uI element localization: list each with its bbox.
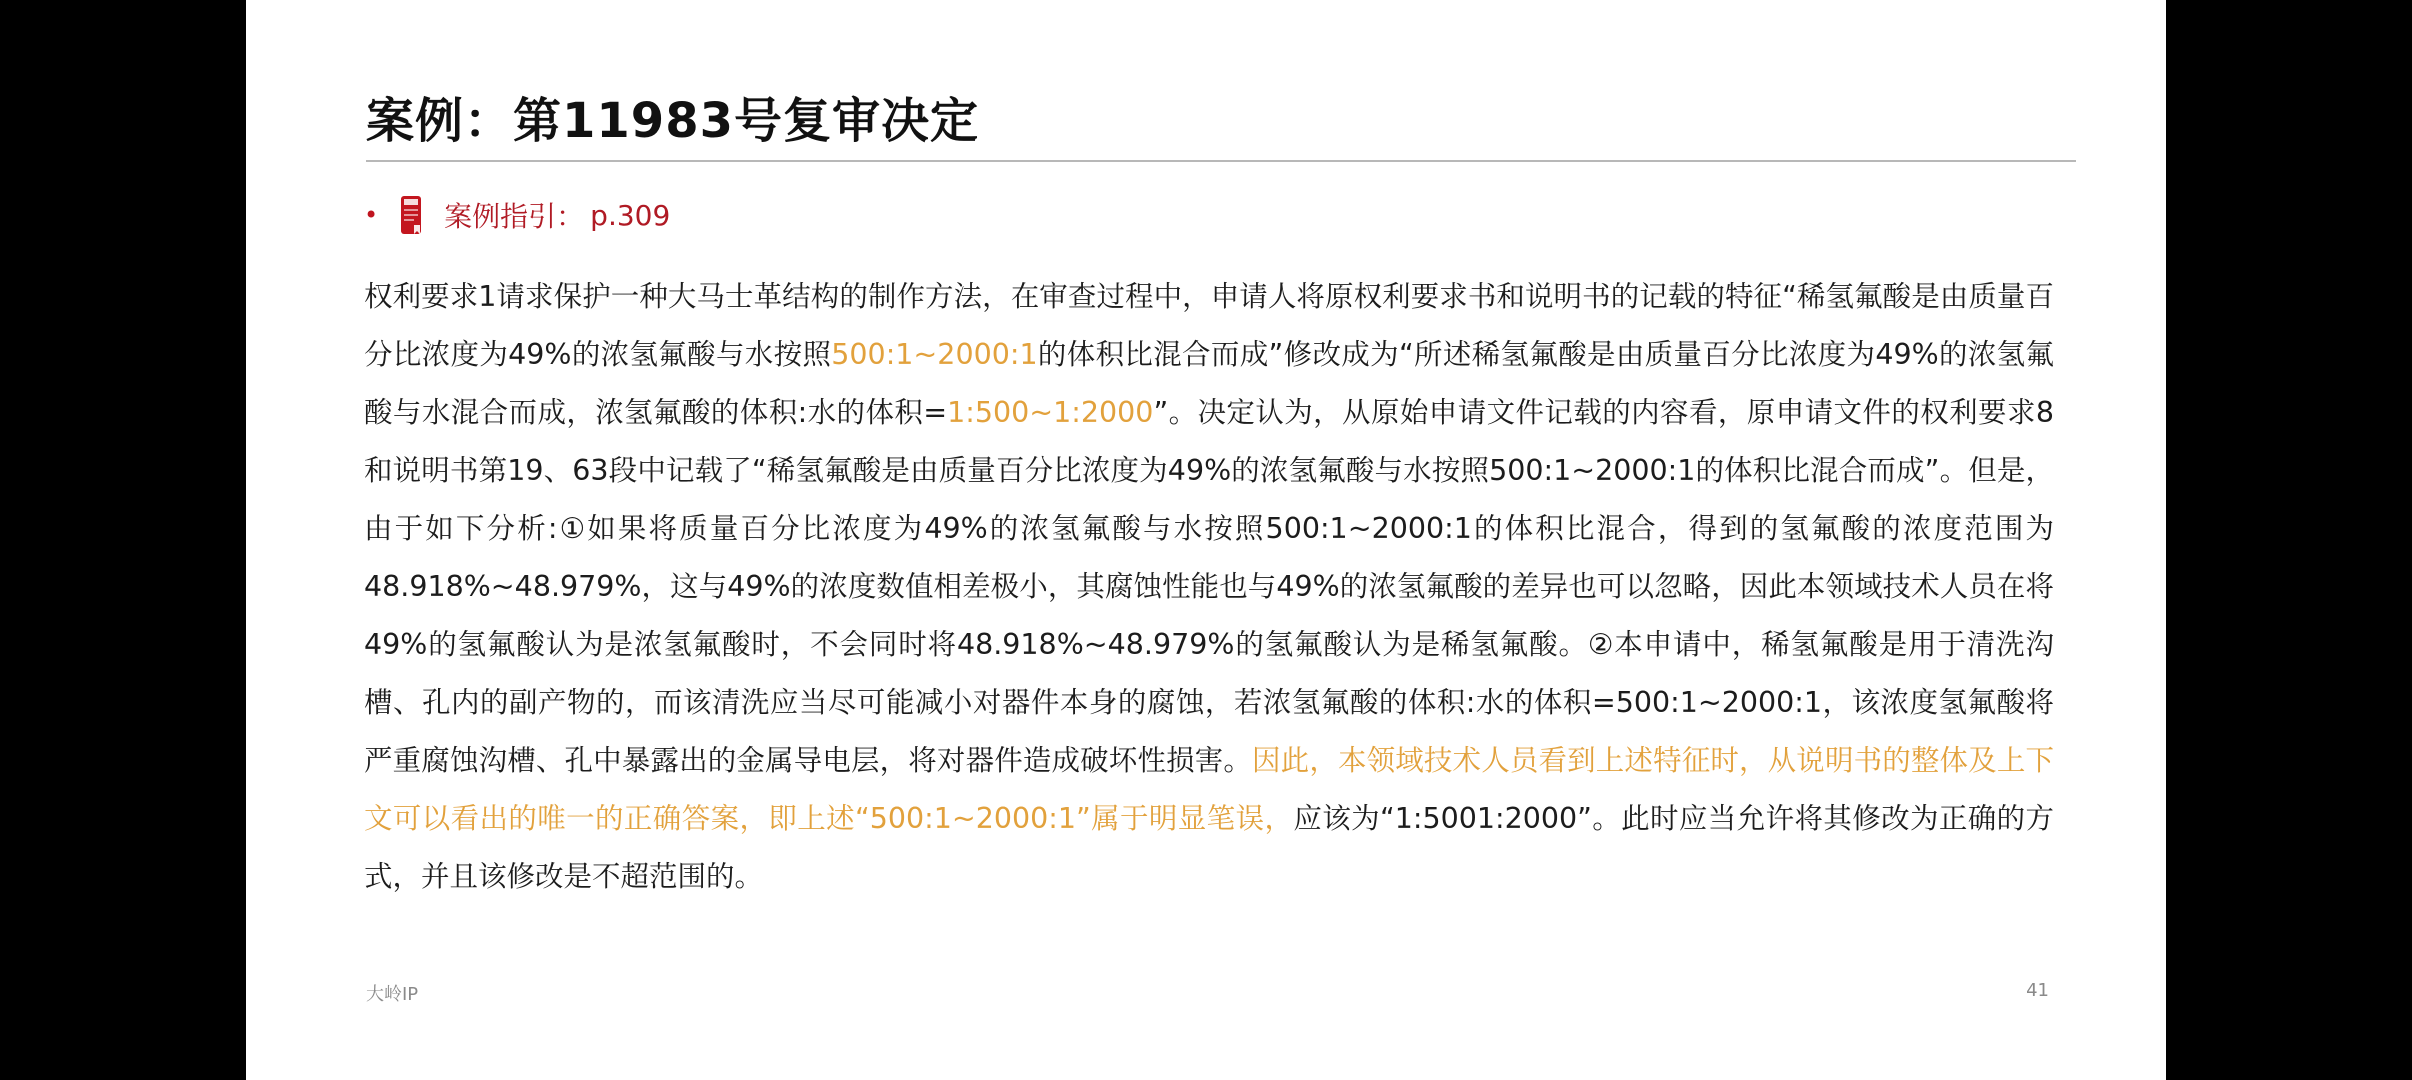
body-segment: 的体积比混合而成”修改成为“所述稀氢氟酸是由质量百分比浓度为49%的浓氢氟酸与水混合而成，浓氢氟酸的体积:水的体积= xyxy=(364,338,2054,429)
case-guide-label: 案例指引： xyxy=(444,200,585,233)
case-description xyxy=(364,268,2054,906)
body-segment: 应该为“1:5001:2000”。此时应当允许将其修改为正确的方式，并且该修改是不超范围的。 xyxy=(364,802,2054,893)
case-guide-line xyxy=(364,192,670,238)
body-segment: 权利要求1请求保护一种大马士革结构的制作方法，在审查过程中，申请人将原权利要求书和说明书的记载的特征“稀氢氟酸是由质量百分比浓度为49%的浓氢氟酸与水按照 xyxy=(364,280,2054,371)
highlighted-conclusion: 因此，本领域技术人员看到上述特征时，从说明书的整体及上下文可以看出的唯一的正确答案，即上述“500:1~2000:1”属于明显笔误， xyxy=(364,744,2054,835)
bullet-dot: • xyxy=(364,201,379,229)
slide-title: 案例：第11983号复审决定 xyxy=(366,93,979,149)
book-icon xyxy=(400,195,422,235)
highlighted-ratio: 500:1~2000:1 xyxy=(831,338,1038,371)
slide xyxy=(246,0,2166,1080)
body-segment: ”。决定认为，从原始申请文件记载的内容看，原申请文件的权利要求8和说明书第19、63段中记载了“稀氢氟酸是由质量百分比浓度为49%的浓氢氟酸与水按照500:1~2000:1的体积比混合而成”。但是，由于如下分析:①如果将质量百分比浓度为49%的浓氢氟酸与水按照500:1~2000:1的体积比混合，得到的氢氟酸的浓度范围为48.918%~48.979%，这与49%的浓度数值相差极小，其腐蚀性能也与49%的浓氢氟酸的差异也可以忽略，因此本领域技术人员在将49%的氢氟酸认为是浓氢氟酸时，不会同时将48.918%~48.979%的氢氟酸认为是稀氢氟酸。②本申请中，稀氢氟酸是用于清洗沟槽、孔内的副产物的，而该清洗应当尽可能减小对器件本身的腐蚀，若浓氢氟酸的体积:水的体积=500:1~2000:1，该浓度氢氟酸将严重腐蚀沟槽、孔中暴露出的金属导电层，将对器件造成破坏性损害。 xyxy=(364,396,2054,777)
highlighted-ratio: 1:500~1:2000 xyxy=(947,396,1154,429)
case-guide-page: p.309 xyxy=(590,198,671,232)
page-number: 41 xyxy=(2026,980,2049,1001)
footer-brand: 大岭IP xyxy=(366,984,419,1005)
title-divider xyxy=(366,160,2076,162)
